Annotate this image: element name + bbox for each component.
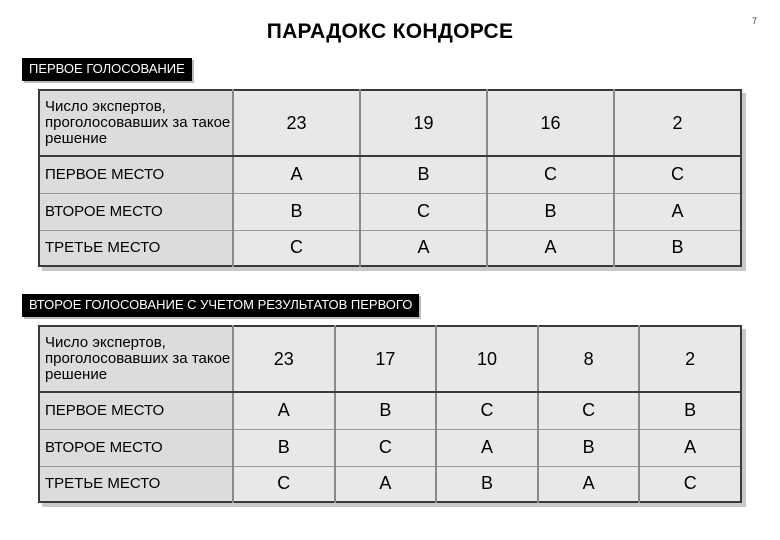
voter-count-cell: 2 [639,326,741,392]
ranking-cell: A [639,429,741,466]
ranking-cell: A [233,156,360,193]
row-label: ТРЕТЬЕ МЕСТО [39,230,233,266]
ranking-cell: A [538,466,640,502]
first-voting-label: ПЕРВОЕ ГОЛОСОВАНИЕ [22,58,192,81]
second-voting-table [38,325,742,503]
voter-count-cell: 8 [538,326,640,392]
ranking-cell: A [233,392,335,429]
ranking-cell: C [360,193,487,230]
ranking-cell: B [538,429,640,466]
ranking-cell: C [335,429,437,466]
ranking-cell: B [335,392,437,429]
row-label: ПЕРВОЕ МЕСТО [39,392,233,429]
first-voting-table [38,89,742,267]
voter-count-cell: 23 [233,326,335,392]
table-row-second-place [39,429,741,466]
ranking-cell: C [538,392,640,429]
ranking-cell: C [436,392,538,429]
ranking-cell: B [233,429,335,466]
table-row-third-place [39,230,741,266]
page-title: ПАРАДОКС КОНДОРСЕ [266,20,514,43]
table-row-second-place [39,193,741,230]
row-label: ВТОРОЕ МЕСТО [39,429,233,466]
ranking-cell: B [614,230,741,266]
voter-count-cell: 19 [360,90,487,156]
ranking-cell: A [487,230,614,266]
table-row-voter-counts [39,90,741,156]
ranking-cell: C [233,230,360,266]
table-row-third-place [39,466,741,502]
page-number: 7 [752,16,758,26]
ranking-cell: A [360,230,487,266]
table-row-voter-counts [39,326,741,392]
voter-count-cell: 23 [233,90,360,156]
voter-count-cell: 10 [436,326,538,392]
ranking-cell: B [487,193,614,230]
ranking-cell: C [233,466,335,502]
ranking-cell: A [614,193,741,230]
ranking-cell: A [335,466,437,502]
ranking-cell: C [639,466,741,502]
ranking-cell: B [233,193,360,230]
row-label: ТРЕТЬЕ МЕСТО [39,466,233,502]
ranking-cell: C [614,156,741,193]
voter-count-cell: 16 [487,90,614,156]
table-row-first-place [39,392,741,429]
row-label: ВТОРОЕ МЕСТО [39,193,233,230]
ranking-cell: A [436,429,538,466]
voter-count-header: Число экспертов, проголосовавших за такое решение [39,90,233,156]
voter-count-header: Число экспертов, проголосовавших за такое решение [39,326,233,392]
ranking-cell: B [639,392,741,429]
ranking-cell: B [436,466,538,502]
voter-count-cell: 17 [335,326,437,392]
voter-count-cell: 2 [614,90,741,156]
row-label: ПЕРВОЕ МЕСТО [39,156,233,193]
ranking-cell: B [360,156,487,193]
table-row-first-place [39,156,741,193]
second-voting-label: ВТОРОЕ ГОЛОСОВАНИЕ С УЧЕТОМ РЕЗУЛЬТАТОВ ПЕРВОГО [22,294,419,317]
ranking-cell: C [487,156,614,193]
